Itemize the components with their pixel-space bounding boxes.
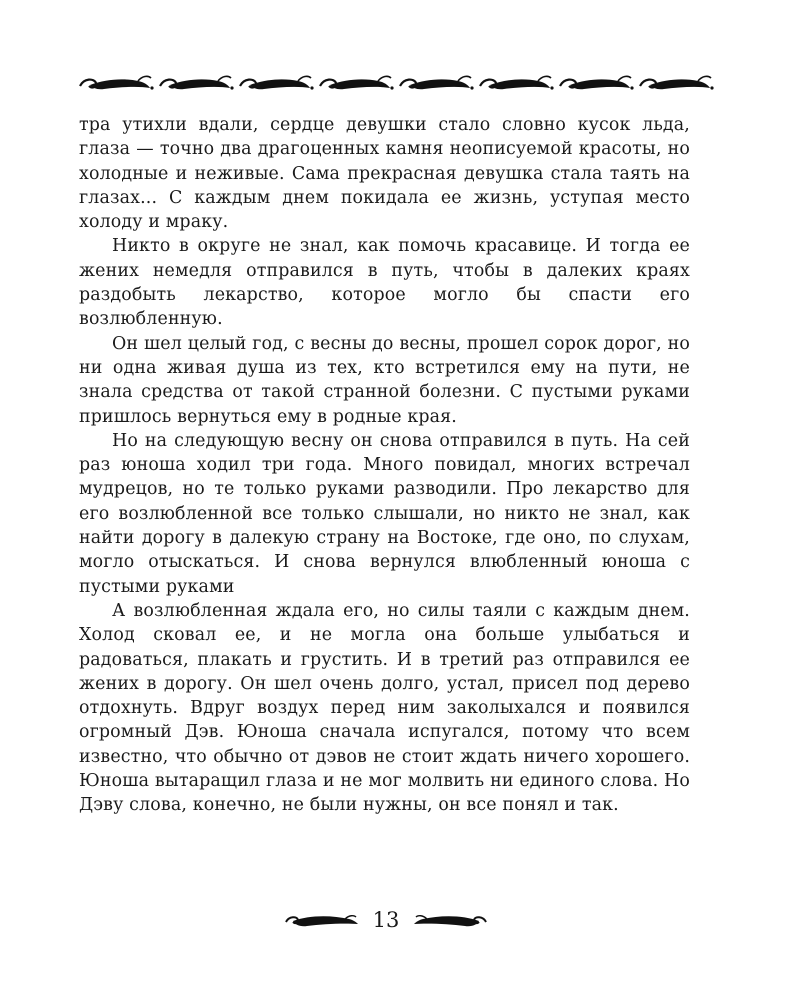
right-flourish-icon	[411, 910, 489, 930]
page-number: 13	[372, 908, 400, 932]
paragraph: тра утихли вдали, сердце девушки стало словно кусок льда, глаза — точно два драгоценных камня неописуемой красоты, но холодные и неживые. Сама прекрасная девушка стала таять на глазах... С каждым днем покидала ее жизнь, уступая место холоду и мраку.	[79, 115, 690, 233]
paragraph: А возлюбленная ждала его, но силы таяли с каждым днем. Холод сковал ее, и не могла она больше улыбаться и радоваться, плакать и грустить. И в третий раз отправился ее жених в дорогу. Он шел очень долго, устал, присел под дерево отдохнуть. Вдруг воздух перед ним заколыхался и появился огромный Дэв. Юноша сначала испугался, потому что всем известно, что обычно от дэвов не стоит ждать ничего хорошего. Юноша вытаращил глаза и не мог молвить ни единого слова. Но Дэву слова, конечно, не были нужны, он все понял и так.	[79, 600, 690, 816]
page-footer	[0, 900, 800, 940]
paragraph: Никто в округе не знал, как помочь красавице. И тогда ее жених немедля отправился в путь, чтобы в далеких краях раздобыть лекарство, которое могло бы спасти его возлюбленную.	[79, 236, 690, 330]
top-ornament-border	[78, 68, 716, 100]
left-flourish-icon	[283, 910, 361, 930]
paragraph: Он шел целый год, с весны до весны, прошел сорок дорог, но ни одна живая душа из тех, кто встретился ему на пути, не знала средства от такой странной болезни. С пустыми руками пришлось вернуться ему в родные края.	[79, 333, 690, 427]
paragraph: Но на следующую весну он снова отправился в путь. На сей раз юноша ходил три года. Много повидал, многих встречал мудрецов, но те только руками разводили. Про лекарство для его возлюбленной все только слышали, но никто не знал, как найти дорогу в далекую страну на Востоке, где оно, по слухам, могло отыскаться. И снова вернулся влюбленный юноша с пустыми руками	[79, 430, 690, 597]
body-text	[79, 113, 690, 818]
